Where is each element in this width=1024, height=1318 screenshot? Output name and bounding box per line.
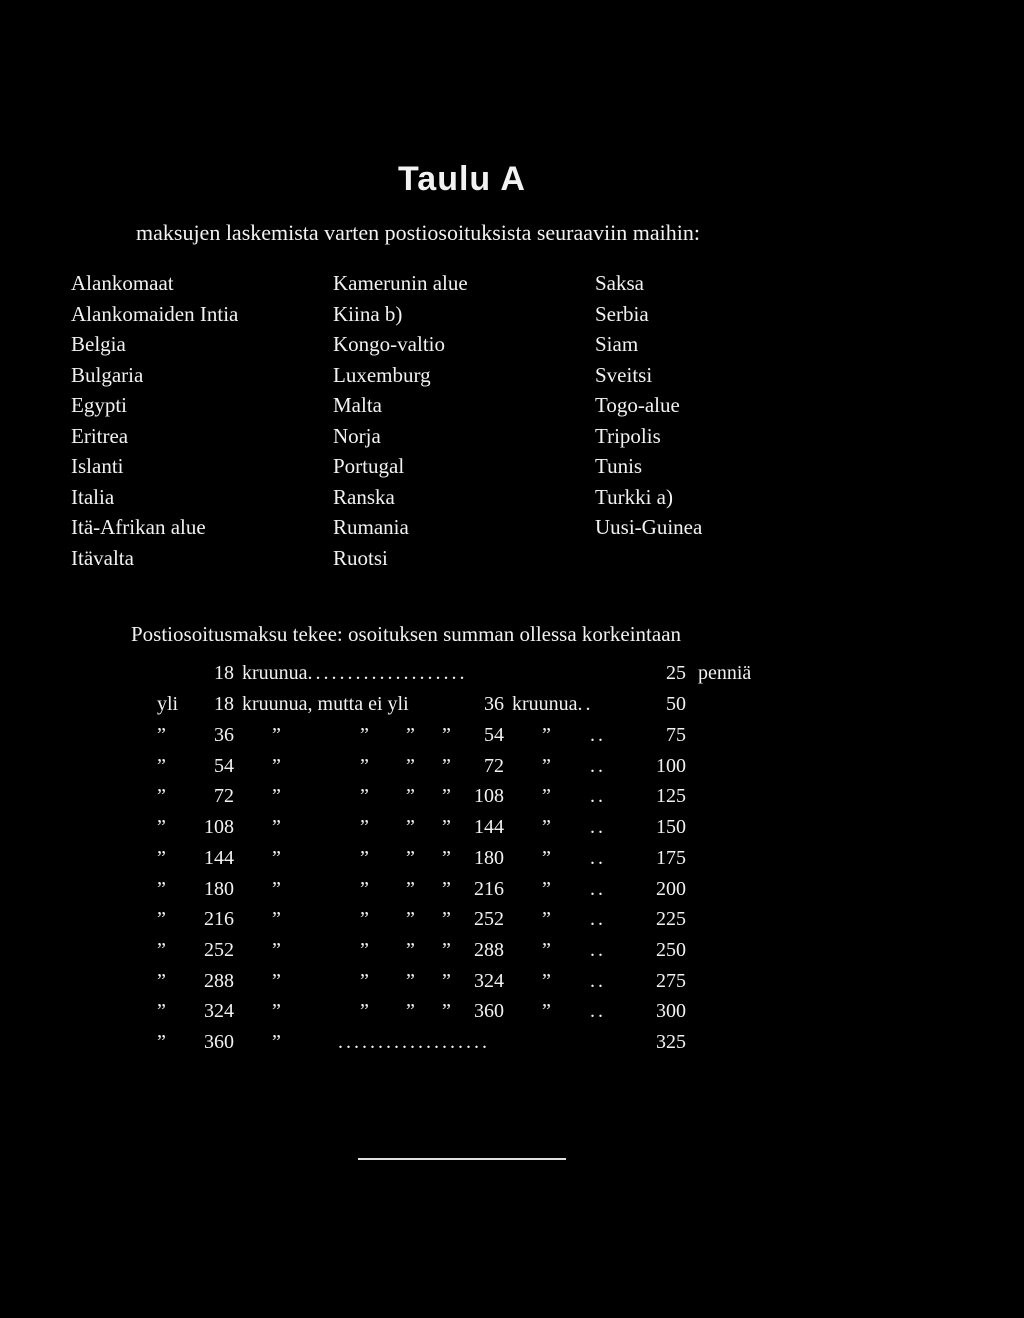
ditto-mark: ”	[272, 785, 281, 808]
ditto-mark: ”	[406, 908, 415, 931]
fee-from: 36	[214, 724, 234, 746]
country-name: Ranska	[333, 484, 395, 509]
ditto-mark: ”	[542, 938, 551, 961]
country-name: Siam	[595, 332, 639, 356]
fee-dots: ..	[590, 816, 606, 839]
country-name: Sveitsi	[595, 362, 653, 387]
ditto-mark: ”	[360, 1000, 369, 1023]
ditto-mark: ”	[360, 877, 369, 900]
ditto-mark: ”	[360, 816, 369, 839]
fee-amount: 125	[656, 785, 686, 808]
ditto-mark: ”	[406, 846, 415, 869]
closing-rule	[358, 1158, 566, 1160]
country-name: Itävalta	[71, 545, 134, 570]
fee-to: 108	[474, 785, 504, 808]
fee-unit-text: kruunua	[242, 662, 308, 684]
ditto-mark: ”	[272, 908, 281, 931]
ditto-mark: ”	[442, 908, 451, 931]
fee-row	[0, 908, 1024, 939]
fee-dots: ....................	[307, 662, 468, 684]
fee-dots: ...................	[338, 1031, 490, 1053]
fee-dots: ..	[577, 693, 594, 715]
fee-amount: 275	[656, 969, 686, 992]
fee-to: 180	[474, 846, 504, 869]
fee-dots: ..	[590, 908, 606, 931]
fee-dots: ..	[590, 846, 606, 869]
ditto-mark: ”	[272, 877, 281, 900]
fee-row-last	[0, 1031, 1024, 1062]
fee-to: 54	[484, 724, 504, 746]
ditto-mark: ”	[272, 846, 281, 869]
country-name: Kiina b)	[333, 301, 403, 326]
country-name: Norja	[333, 423, 381, 448]
fee-unit	[242, 662, 468, 685]
country-name: Saksa	[595, 271, 644, 295]
fee-from: 144	[204, 846, 234, 869]
fee-amount: 200	[656, 877, 686, 900]
ditto-mark: ”	[157, 754, 166, 777]
fee-from: 180	[204, 877, 234, 900]
fee-text: kruunua, mutta ei yli	[242, 693, 409, 715]
ditto-mark: ”	[272, 724, 281, 746]
fee-amount: 75	[666, 724, 686, 746]
fee-prefix: yli	[157, 693, 179, 715]
ditto-mark: ”	[406, 938, 415, 961]
fee-amount: 150	[656, 816, 686, 839]
ditto-mark: ”	[442, 969, 451, 992]
fee-amount: 225	[656, 908, 686, 931]
fee-dots: ..	[590, 785, 606, 808]
fee-amount: 175	[656, 846, 686, 869]
fee-to-unit	[512, 693, 594, 716]
fee-row	[0, 816, 1024, 847]
ditto-mark: ”	[442, 877, 451, 900]
fee-row	[0, 939, 1024, 970]
ditto-mark: ”	[442, 846, 451, 869]
ditto-mark: ”	[360, 846, 369, 869]
country-column-3	[595, 268, 702, 543]
ditto-mark: ”	[360, 969, 369, 992]
fee-amount: 300	[656, 1000, 686, 1023]
ditto-mark: ”	[442, 724, 451, 746]
fee-from: 360	[204, 1031, 234, 1053]
ditto-mark: ”	[406, 877, 415, 900]
country-name: Itä-Afrikan alue	[71, 515, 206, 539]
fee-from: 252	[204, 938, 234, 961]
fee-row	[0, 878, 1024, 909]
fee-from: 18	[214, 662, 234, 684]
ditto-mark: ”	[157, 969, 166, 992]
country-name: Tunis	[595, 454, 643, 478]
fee-to: 144	[474, 816, 504, 839]
ditto-mark: ”	[542, 754, 551, 777]
ditto-mark: ”	[542, 785, 551, 808]
country-name: Ruotsi	[333, 545, 388, 570]
fee-to: 72	[484, 754, 504, 777]
ditto-mark: ”	[360, 785, 369, 808]
ditto-mark: ”	[157, 1000, 166, 1023]
ditto-mark: ”	[442, 754, 451, 777]
fee-from: 324	[204, 1000, 234, 1023]
ditto-mark: ”	[157, 1031, 166, 1053]
country-name: Serbia	[595, 301, 649, 326]
ditto-mark: ”	[272, 938, 281, 961]
ditto-mark: ”	[157, 785, 166, 808]
ditto-mark: ”	[272, 754, 281, 777]
ditto-mark: ”	[272, 1031, 281, 1053]
fee-dots: ..	[590, 969, 606, 992]
fee-from: 18	[214, 693, 234, 715]
ditto-mark: ”	[157, 846, 166, 869]
country-name: Togo-alue	[595, 393, 680, 417]
ditto-mark: ”	[272, 1000, 281, 1023]
fee-amount: 250	[656, 938, 686, 961]
ditto-mark: ”	[157, 877, 166, 900]
country-name: Alankomaiden Intia	[71, 301, 239, 326]
fee-row	[0, 724, 1024, 755]
ditto-mark: ”	[272, 816, 281, 839]
country-name: Uusi-Guinea	[595, 515, 703, 539]
country-name: Belgia	[71, 332, 126, 356]
fee-row	[0, 755, 1024, 786]
ditto-mark: ”	[157, 816, 166, 839]
fee-row	[0, 785, 1024, 816]
fee-row	[0, 847, 1024, 878]
ditto-mark: ”	[542, 969, 551, 992]
ditto-mark: ”	[157, 938, 166, 961]
fee-amount: 325	[656, 1031, 686, 1053]
ditto-mark: ”	[272, 969, 281, 992]
country-name: Portugal	[333, 454, 405, 478]
ditto-mark: ”	[442, 1000, 451, 1023]
fee-row	[0, 1000, 1024, 1031]
fee-row-first	[0, 662, 1024, 693]
country-name: Kamerunin alue	[333, 271, 468, 295]
ditto-mark: ”	[542, 1000, 551, 1023]
fee-row	[0, 970, 1024, 1001]
ditto-mark: ”	[442, 785, 451, 808]
ditto-mark: ”	[442, 938, 451, 961]
fee-heading: Postiosoitusmaksu tekee: osoituksen summan ollessa korkeintaan	[131, 622, 682, 646]
fee-dots: ..	[590, 1000, 606, 1023]
country-name: Malta	[333, 393, 382, 417]
ditto-mark: ”	[406, 785, 415, 808]
ditto-mark: ”	[157, 724, 166, 746]
fee-to: 288	[474, 938, 504, 961]
fee-from: 288	[204, 969, 234, 992]
country-column-2	[333, 268, 468, 573]
country-name: Bulgaria	[71, 362, 144, 387]
fee-dots: ..	[590, 754, 606, 777]
page-subtitle: maksujen laskemista varten postiosoituksista seuraaviin maihin:	[136, 220, 700, 245]
country-name: Italia	[71, 484, 115, 509]
ditto-mark: ”	[406, 816, 415, 839]
country-name: Alankomaat	[71, 271, 174, 295]
ditto-mark: ”	[360, 908, 369, 931]
fee-to: 216	[474, 877, 504, 900]
ditto-mark: ”	[542, 908, 551, 931]
fee-from: 108	[204, 816, 234, 839]
ditto-mark: ”	[360, 754, 369, 777]
ditto-mark: ”	[406, 724, 415, 746]
ditto-mark: ”	[360, 724, 369, 746]
country-name: Luxemburg	[333, 362, 431, 387]
fee-amount: 50	[666, 693, 686, 715]
fee-amount: 100	[656, 754, 686, 777]
ditto-mark: ”	[406, 1000, 415, 1023]
country-name: Tripolis	[595, 423, 661, 448]
fee-dots: ..	[590, 938, 606, 961]
country-name: Kongo-valtio	[333, 332, 445, 356]
ditto-mark: ”	[157, 908, 166, 931]
page-title: Taulu A	[398, 160, 526, 198]
fee-row-second	[0, 693, 1024, 724]
fee-to: 36	[484, 693, 504, 715]
fee-to: 324	[474, 969, 504, 992]
ditto-mark: ”	[360, 938, 369, 961]
country-column-1	[71, 268, 238, 573]
ditto-mark: ”	[542, 846, 551, 869]
country-name: Rumania	[333, 515, 409, 539]
ditto-mark: ”	[542, 816, 551, 839]
fee-to-unit-text: kruunua	[512, 693, 578, 715]
fee-to: 360	[474, 1000, 504, 1023]
fee-from: 216	[204, 908, 234, 931]
fee-to: 252	[474, 908, 504, 931]
country-name: Islanti	[71, 454, 124, 478]
ditto-mark: ”	[406, 754, 415, 777]
fee-from: 54	[214, 754, 234, 777]
ditto-mark: ”	[542, 724, 551, 746]
country-name: Turkki a)	[595, 484, 673, 509]
ditto-mark: ”	[542, 877, 551, 900]
fee-dots: ..	[590, 724, 606, 746]
ditto-mark: ”	[406, 969, 415, 992]
fee-currency: penniä	[698, 662, 752, 684]
country-name: Egypti	[71, 393, 127, 417]
fee-dots: ..	[590, 877, 606, 900]
country-name: Eritrea	[71, 423, 129, 448]
fee-from: 72	[214, 785, 234, 808]
fee-amount: 25	[666, 662, 686, 684]
ditto-mark: ”	[442, 816, 451, 839]
